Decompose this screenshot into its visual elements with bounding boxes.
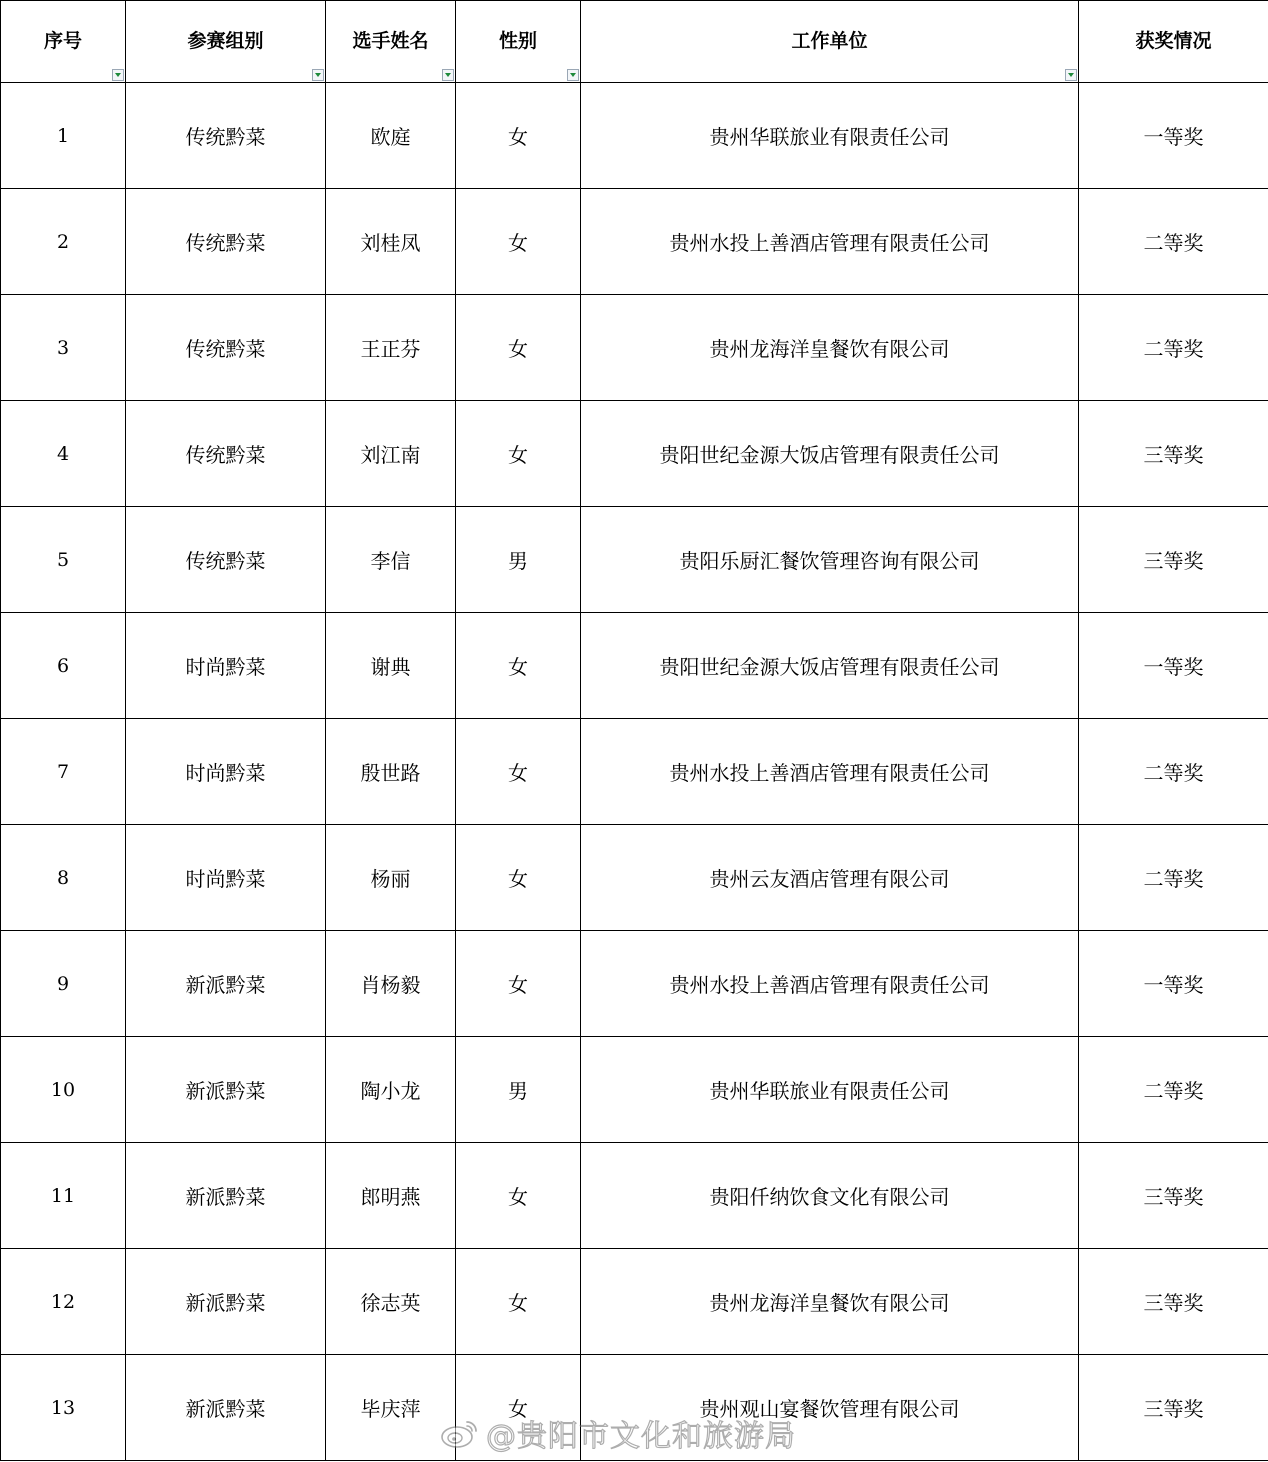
cell-award: 二等奖 — [1079, 189, 1268, 295]
table-row — [1, 295, 1268, 401]
cell-gender: 女 — [456, 1143, 581, 1249]
header-gender — [456, 1, 581, 83]
header-row — [1, 1, 1268, 83]
cell-name: 郎明燕 — [326, 1143, 456, 1249]
cell-gender: 女 — [456, 1249, 581, 1355]
cell-employer: 贵阳乐厨汇餐饮管理咨询有限公司 — [581, 507, 1079, 613]
cell-index: 4 — [1, 401, 126, 507]
cell-employer: 贵州观山宴餐饮管理有限公司 — [581, 1355, 1079, 1461]
header-name — [326, 1, 456, 83]
cell-gender: 女 — [456, 189, 581, 295]
cell-index: 5 — [1, 507, 126, 613]
cell-name: 陶小龙 — [326, 1037, 456, 1143]
cell-award: 二等奖 — [1079, 825, 1268, 931]
cell-name: 刘桂凤 — [326, 189, 456, 295]
filter-dropdown-icon[interactable] — [1065, 69, 1077, 81]
cell-name: 欧庭 — [326, 83, 456, 189]
cell-gender: 女 — [456, 613, 581, 719]
table-row — [1, 825, 1268, 931]
cell-index: 10 — [1, 1037, 126, 1143]
cell-award: 二等奖 — [1079, 1037, 1268, 1143]
cell-name: 殷世路 — [326, 719, 456, 825]
header-group-label: 参赛组别 — [187, 30, 264, 52]
cell-index: 3 — [1, 295, 126, 401]
cell-award: 一等奖 — [1079, 83, 1268, 189]
cell-group: 新派黔菜 — [126, 1249, 326, 1355]
filter-dropdown-icon[interactable] — [442, 69, 454, 81]
header-employer — [581, 1, 1079, 83]
cell-name: 谢典 — [326, 613, 456, 719]
cell-award: 二等奖 — [1079, 719, 1268, 825]
table-row — [1, 1037, 1268, 1143]
table-header — [1, 1, 1268, 83]
cell-employer: 贵州水投上善酒店管理有限责任公司 — [581, 719, 1079, 825]
header-index-label: 序号 — [43, 30, 82, 52]
cell-award: 三等奖 — [1079, 401, 1268, 507]
header-award-label: 获奖情况 — [1135, 30, 1212, 52]
cell-group: 传统黔菜 — [126, 507, 326, 613]
table-row — [1, 1355, 1268, 1461]
cell-employer: 贵州华联旅业有限责任公司 — [581, 1037, 1079, 1143]
cell-employer: 贵州龙海洋皇餐饮有限公司 — [581, 1249, 1079, 1355]
cell-employer: 贵州龙海洋皇餐饮有限公司 — [581, 295, 1079, 401]
cell-award: 三等奖 — [1079, 507, 1268, 613]
cell-gender: 女 — [456, 295, 581, 401]
cell-index: 2 — [1, 189, 126, 295]
table-row — [1, 1143, 1268, 1249]
cell-group: 新派黔菜 — [126, 931, 326, 1037]
cell-name: 肖杨毅 — [326, 931, 456, 1037]
cell-gender: 女 — [456, 825, 581, 931]
cell-group: 新派黔菜 — [126, 1143, 326, 1249]
header-employer-label: 工作单位 — [791, 30, 868, 52]
watermark-text: @贵阳市文化和旅游局 — [486, 1419, 796, 1454]
cell-gender: 女 — [456, 1355, 581, 1461]
cell-group: 传统黔菜 — [126, 401, 326, 507]
cell-name: 李信 — [326, 507, 456, 613]
table-row — [1, 83, 1268, 189]
cell-award: 一等奖 — [1079, 613, 1268, 719]
cell-group: 传统黔菜 — [126, 295, 326, 401]
filter-dropdown-icon[interactable] — [567, 69, 579, 81]
cell-name: 刘江南 — [326, 401, 456, 507]
table-row — [1, 719, 1268, 825]
cell-index: 9 — [1, 931, 126, 1037]
cell-award: 三等奖 — [1079, 1249, 1268, 1355]
cell-index: 13 — [1, 1355, 126, 1461]
cell-gender: 女 — [456, 83, 581, 189]
cell-employer: 贵州云友酒店管理有限公司 — [581, 825, 1079, 931]
filter-dropdown-icon[interactable] — [312, 69, 324, 81]
table-row — [1, 1249, 1268, 1355]
header-group — [126, 1, 326, 83]
cell-index: 7 — [1, 719, 126, 825]
cell-employer: 贵阳世纪金源大饭店管理有限责任公司 — [581, 613, 1079, 719]
cell-award: 三等奖 — [1079, 1355, 1268, 1461]
cell-group: 传统黔菜 — [126, 189, 326, 295]
cell-group: 新派黔菜 — [126, 1037, 326, 1143]
cell-employer: 贵阳仟纳饮食文化有限公司 — [581, 1143, 1079, 1249]
cell-gender: 女 — [456, 401, 581, 507]
table-row — [1, 401, 1268, 507]
cell-employer: 贵州水投上善酒店管理有限责任公司 — [581, 189, 1079, 295]
header-name-label: 选手姓名 — [352, 30, 429, 52]
table-row — [1, 189, 1268, 295]
filter-dropdown-icon[interactable] — [112, 69, 124, 81]
cell-employer: 贵阳世纪金源大饭店管理有限责任公司 — [581, 401, 1079, 507]
header-award — [1079, 1, 1268, 83]
table-row — [1, 507, 1268, 613]
cell-group: 传统黔菜 — [126, 83, 326, 189]
cell-gender: 女 — [456, 931, 581, 1037]
cell-name: 杨丽 — [326, 825, 456, 931]
cell-award: 三等奖 — [1079, 1143, 1268, 1249]
cell-index: 6 — [1, 613, 126, 719]
table-row — [1, 613, 1268, 719]
cell-name: 王正芬 — [326, 295, 456, 401]
cell-award: 二等奖 — [1079, 295, 1268, 401]
cell-index: 8 — [1, 825, 126, 931]
cell-group: 时尚黔菜 — [126, 613, 326, 719]
cell-index: 12 — [1, 1249, 126, 1355]
cell-index: 1 — [1, 83, 126, 189]
cell-award: 一等奖 — [1079, 931, 1268, 1037]
header-index — [1, 1, 126, 83]
cell-group: 时尚黔菜 — [126, 719, 326, 825]
table-body — [1, 83, 1268, 1461]
cell-gender: 男 — [456, 507, 581, 613]
cell-name: 毕庆萍 — [326, 1355, 456, 1461]
cell-group: 新派黔菜 — [126, 1355, 326, 1461]
cell-group: 时尚黔菜 — [126, 825, 326, 931]
cell-gender: 女 — [456, 719, 581, 825]
cell-index: 11 — [1, 1143, 126, 1249]
header-gender-label: 性别 — [498, 30, 537, 52]
cell-name: 徐志英 — [326, 1249, 456, 1355]
cell-employer: 贵州华联旅业有限责任公司 — [581, 83, 1079, 189]
cell-gender: 男 — [456, 1037, 581, 1143]
cell-employer: 贵州水投上善酒店管理有限责任公司 — [581, 931, 1079, 1037]
table-row — [1, 931, 1268, 1037]
